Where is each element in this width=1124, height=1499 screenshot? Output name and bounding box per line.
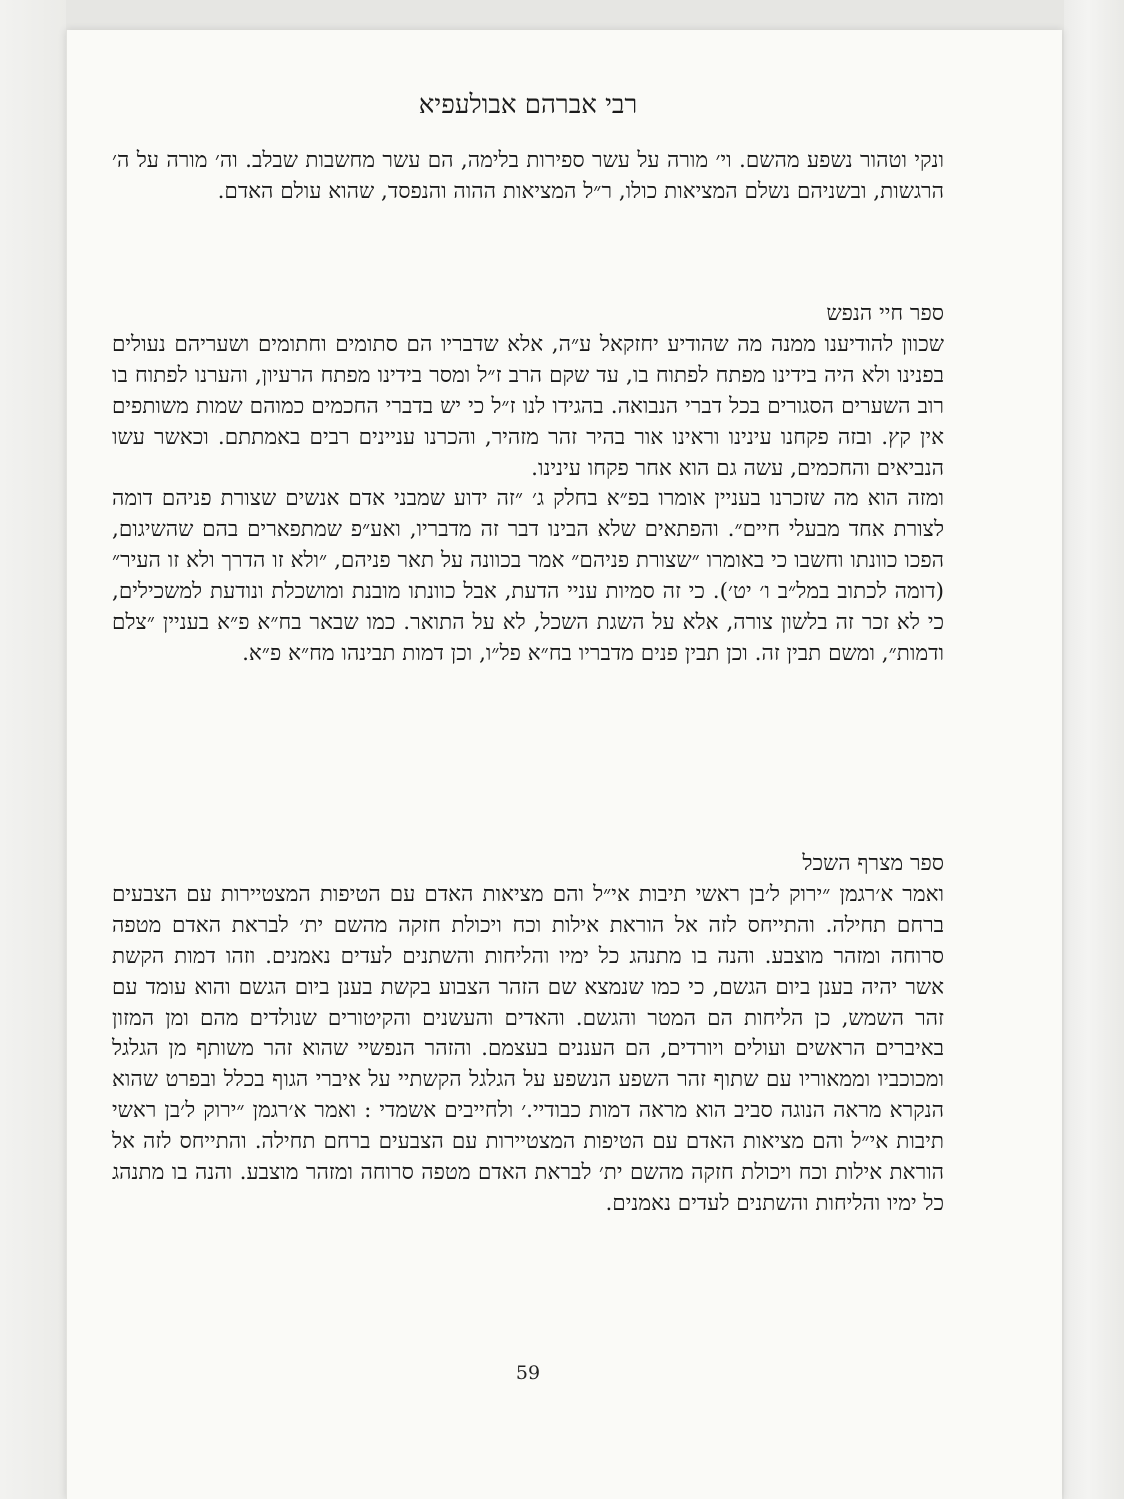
running-head: רבי אברהם אבולעפיא xyxy=(418,90,638,120)
page-edge-shade xyxy=(1064,0,1124,1499)
intro-paragraph: ונקי וטהור נשפע מהשם. וי׳ מורה על עשר ספירות בלימה, הם עשר מחשבות שבלב. וה׳ מורה על ה׳ הרגשות, ובשניהם נשלם המציאות כולו, ר״ל המציאות ההוה והנפסד, שהוא עולם האדם. xyxy=(112,148,944,204)
left-margin-shade xyxy=(0,0,66,1499)
section-chayei-hanefesh xyxy=(112,299,944,670)
page-number: 59 xyxy=(515,1362,541,1384)
section-metzaref-hasechel xyxy=(112,849,944,1220)
body-paragraph: ואמר א׳רגמן ״ירוק ל׳בן ראשי תיבות אי״ל והם מציאות האדם עם הטיפות המצטיירות עם הצבעים ברחם תחילה. והתייחס לזה אל הוראת אילות וכח ויכולת חזקה מהשם ית׳ לבראת האדם מטפה סרוחה ומזהר מוצבע. והנה בו מתנהג כל ימיו והליחות והשתנים לעדים נאמנים. וזהו דמות הקשת אשר יהיה בענן ביום הגשם, כי כמו שנמצא שם הזהר הצבוע בקשת בענן ביום הגשם והוא עומד עם זהר השמש, כן הליחות הם המטר והגשם. והאדים והעשנים והקיטורים שנולדים מהם ומן המזון באיברים הראשים ועולים ויורדים, הם העננים בעצמם. והזהר הנפשיי שהוא זהר משותף מן הגלגל ומכוכביו וממאוריו עם שתוף זהר השפע הנשפע על הגלגל הקשתיי על איברי הגוף בכלל ובפרט שהוא הנקרא מראה הנוגה סביב הוא מראה דמות כבודיי.׳ ולחייבים אשמדי : ואמר א׳רגמן ״ירוק ל׳בן ראשי תיבות אי״ל והם מציאות האדם עם הטיפות המצטיירות עם הצבעים ברחם תחילה. והתייחס לזה אל הוראת אילות וכח ויכולת חזקה מהשם ית׳ לבראת האדם מטפה סרוחה ומזהר מוצבע. והנה בו מתנהג כל ימיו והליחות והשתנים לעדים נאמנים. xyxy=(112,881,944,1216)
intro-block xyxy=(112,146,944,208)
body-paragraph: שכוון להודיענו ממנה מה שהודיע יחזקאל ע״ה, אלא שדבריו הם סתומים וחתומים ושעריהם נעולים בפנינו ולא היה בידינו מפתח לפתוח בו, עד שקם הרב ז״ל ומסר בידינו מפתח הרעיון, והערנו לפתוח בו רוב השערים הסגורים בכל דברי הנבואה. בהגידו לנו ז״ל כי יש בדברי החכמים כמוהם שמות משותפים אין קץ. ובזה פקחנו עינינו וראינו אור בהיר זהר מזהיר, והכרנו עניינים רבים באמתתם. וכאשר עשו הנביאים והחכמים, עשה גם הוא אחר פקחו עינינו. xyxy=(112,331,944,481)
section-heading: ספר מצרף השכל xyxy=(802,851,944,876)
section-heading: ספר חיי הנפש xyxy=(826,301,944,326)
book-page xyxy=(66,30,1062,1499)
body-paragraph: ומזה הוא מה שזכרנו בעניין אומרו בפ״א בחלק ג׳ ״זה ידוע שמבני אדם אנשים שצורת פניהם דומה לצורת אחד מבעלי חיים״. והפתאים שלא הבינו דבר זה מדבריו, ואע״פ שמתפארים בהם שהשיגום, הפכו כוונתו וחשבו כי באומרו ״שצורת פניהם״ אמר בכוונה על תאר פניהם, ״ולא זו הדרך ולא זו העיר״ (דומה לכתוב במל״ב ו׳ יט׳). כי זה סמיות עניי הדעת, אבל כוונתו מובנת ומושכלת ונודעת למשכילים, כי לא זכר זה בלשון צורה, אלא על השגת השכל, לא על התואר. כמו שבאר בח״א פ״א בעניין ״צלם ודמות״, ומשם תבין זה. וכן תבין פנים מדבריו בח״א פל״ו, וכן דמות תבינהו מח״א פ״א. xyxy=(112,486,944,666)
